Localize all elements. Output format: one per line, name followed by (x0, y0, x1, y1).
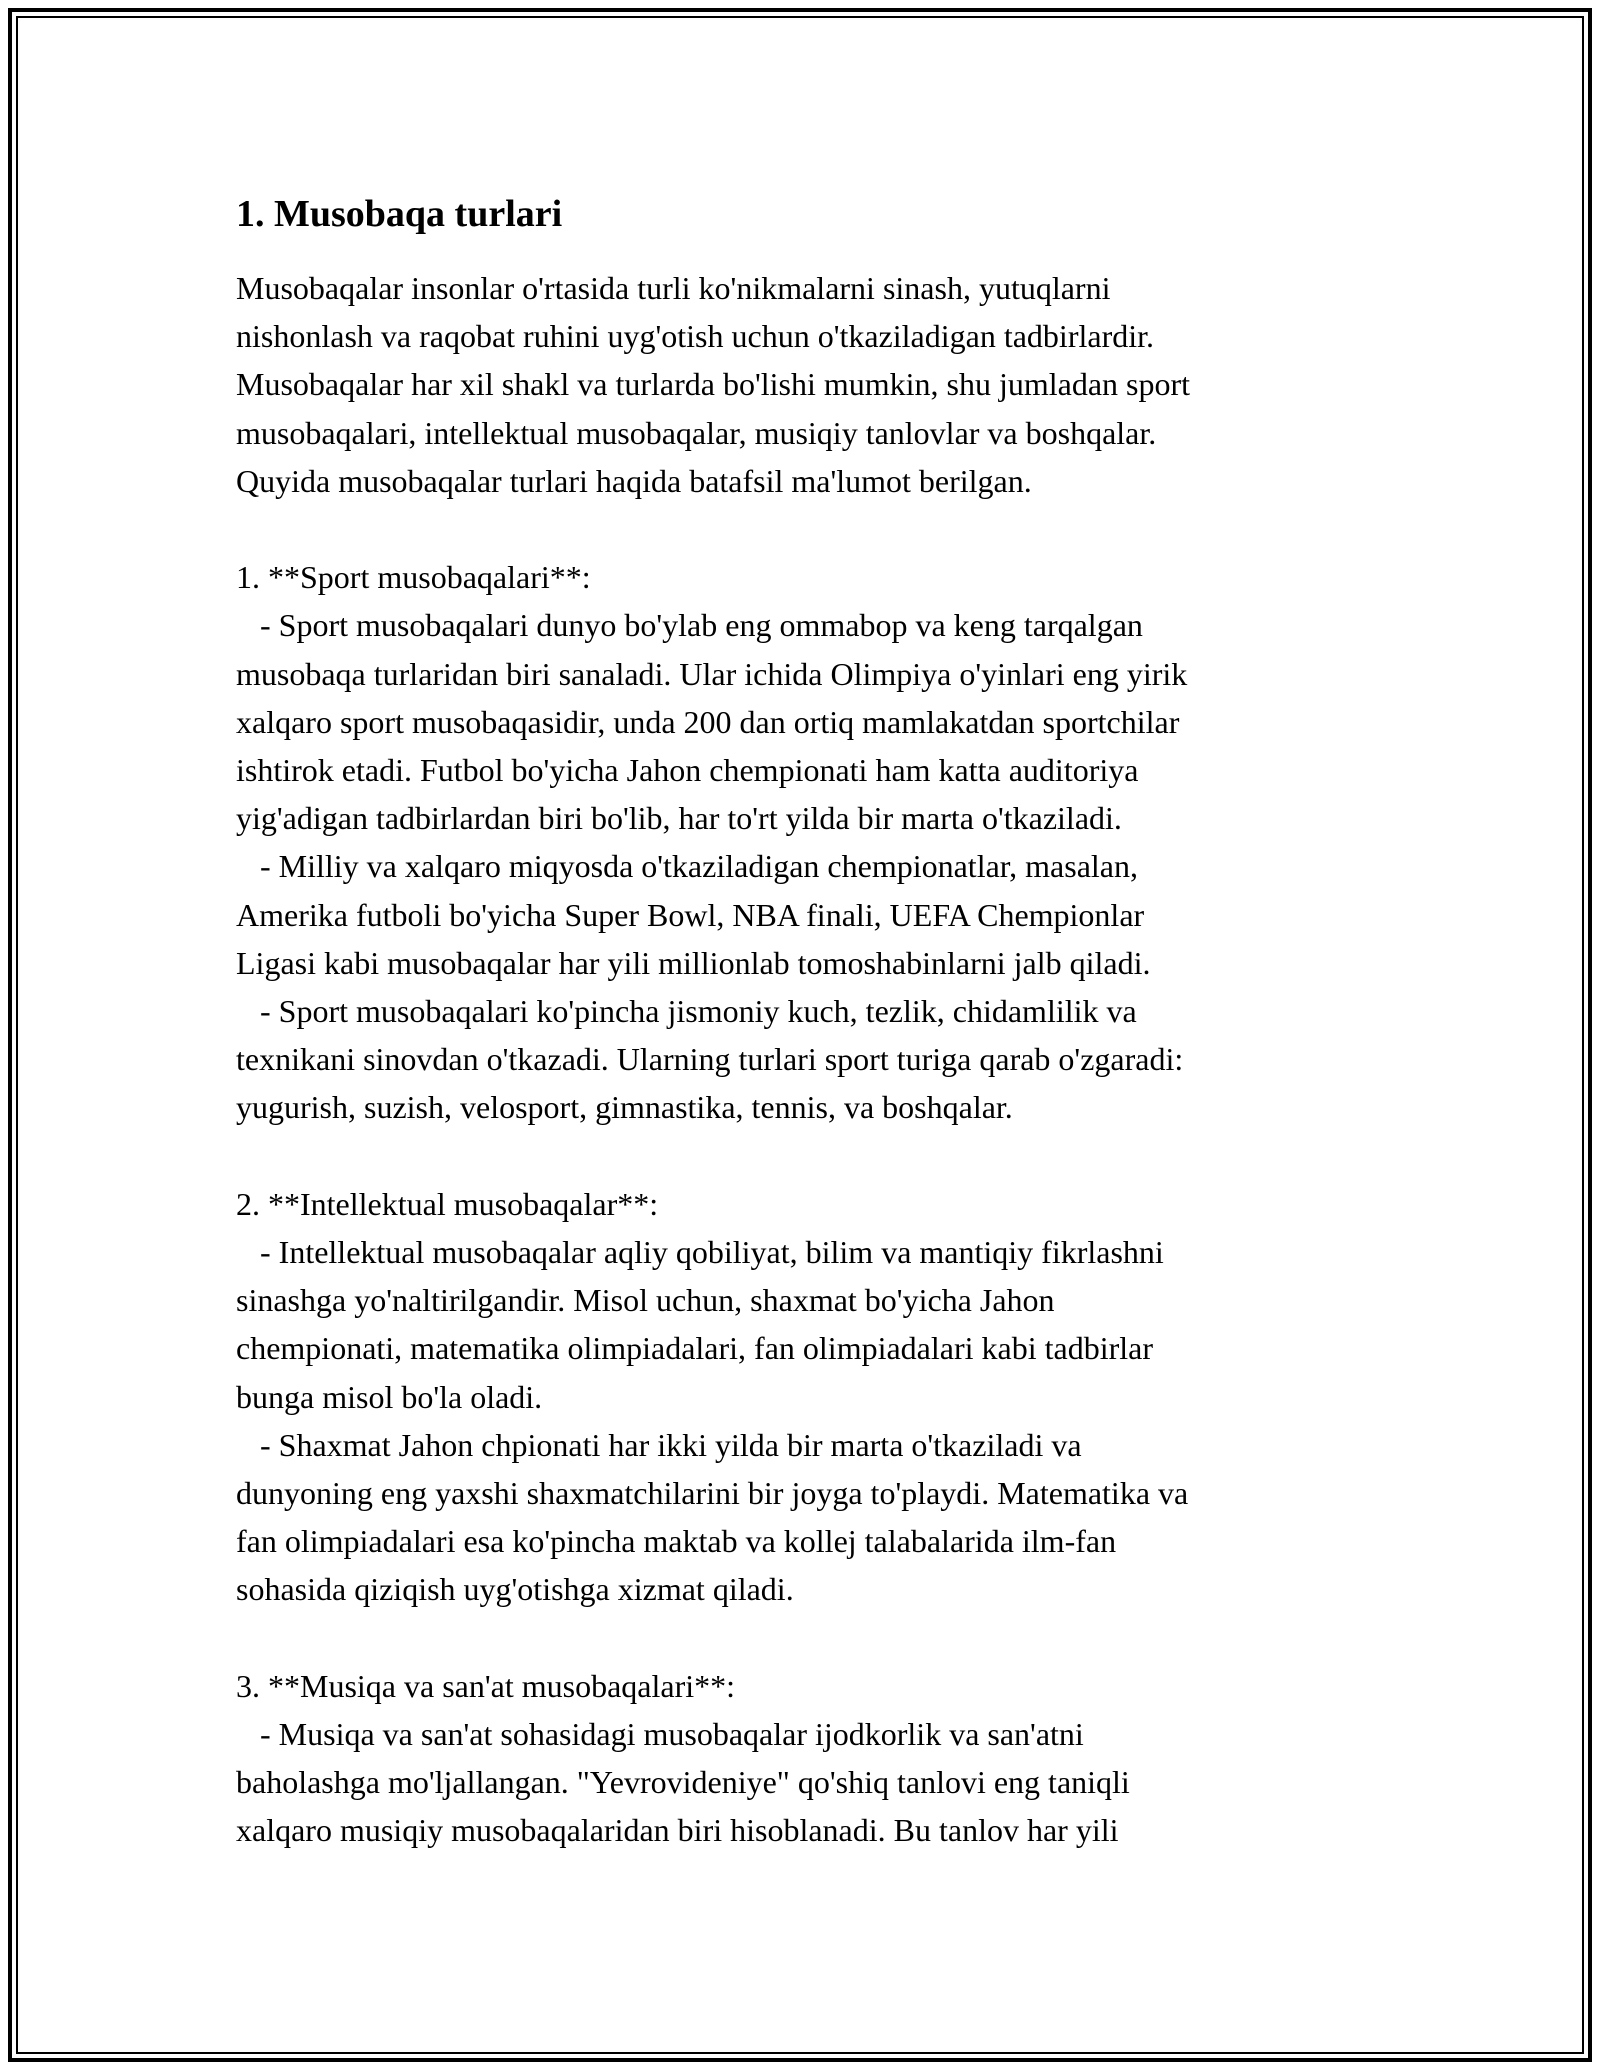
section-item: - Sport musobaqalari dunyo bo'ylab eng ommabop va keng tarqalgan musobaqa turlaridan biri sanaladi. Ular ichida Olimpiya o'yinlari eng yirik xalqaro sport musobaqasidir, unda 200 dan ortiq mamlakatdan sportchilar ishtirok etadi. Futbol bo'yicha Jahon chempionati ham katta auditoriya yig'adigan tadbirlardan biri bo'lib, har to'rt yilda bir marta o'tkaziladi. (236, 607, 1188, 837)
section-item: - Shaxmat Jahon chpionati har ikki yilda bir marta o'tkaziladi va dunyoning eng yaxshi shaxmatchilarini bir joyga to'playdi. Matematika va fan olimpiadalari esa ko'pincha maktab va kollej talabalarida ilm-fan sohasida qiziqish uyg'otishga xizmat qiladi. (236, 1426, 1189, 1608)
document-title: 1. Musobaqa turlari (236, 193, 563, 235)
document-body (236, 182, 1366, 1855)
section-item: - Milliy va xalqaro miqyosda o'tkaziladigan chempionatlar, masalan, Amerika futboli bo'yicha Super Bowl, NBA finali, UEFA Chempionlar Ligasi kabi musobaqalar har yili millionlab tomoshabinlarni jalb qiladi. (236, 848, 1151, 981)
section-item: - Musiqa va san'at sohasidagi musobaqalar ijodkorlik va san'atni baholashga mo'ljallangan. "Yevrovideniye" qo'shiq tanlovi eng taniqli xalqaro musiqiy musobaqalaridan biri hisoblanadi. Bu tanlov har yili (236, 1716, 1130, 1849)
spacer (236, 505, 1366, 553)
section-heading: 3. **Musiqa va san'at musobaqalari**: (236, 1667, 735, 1704)
section-item: - Sport musobaqalari ko'pincha jismoniy kuch, tezlik, chidamlilik va texnikani sinovdan o'tkazadi. Ularning turlari sport turiga qarab o'zgaradi: yugurish, suzish, velosport, gimnastika, tennis, va boshqalar. (236, 993, 1184, 1126)
section-heading: 2. **Intellektual musobaqalar**: (236, 1185, 659, 1222)
section-heading: 1. **Sport musobaqalari**: (236, 559, 591, 596)
section-music-art (236, 1662, 1366, 1855)
intro-paragraph: Musobaqalar insonlar o'rtasida turli ko'nikmalarni sinash, yutuqlarni nishonlash va raqobat ruhini uyg'otish uchun o'tkaziladigan tadbirlardir. Musobaqalar har xil shakl va turlarda bo'lishi mumkin, shu jumladan sport musobaqalari, intellektual musobaqalar, musiqiy tanlovlar va boshqalar. Quyida musobaqalar turlari haqida batafsil ma'lumot berilgan. (236, 270, 1191, 499)
section-sport (236, 553, 1366, 1131)
section-item: - Intellektual musobaqalar aqliy qobiliyat, bilim va mantiqiy fikrlashni sinashga yo'naltirilgandir. Misol uchun, shaxmat bo'yicha Jahon chempionati, matematika olimpiadalari, fan olimpiadalari kabi tadbirlar bunga misol bo'la oladi. (236, 1234, 1164, 1415)
spacer (236, 1132, 1366, 1180)
spacer (236, 1614, 1366, 1662)
section-intellectual (236, 1180, 1366, 1614)
